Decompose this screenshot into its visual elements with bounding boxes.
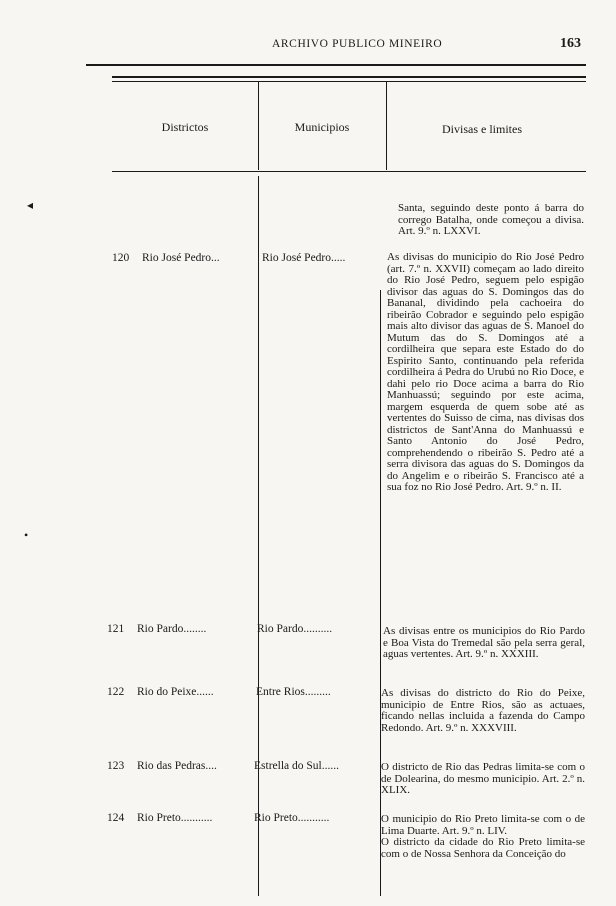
table-row-121-limits [383,626,585,661]
table-row-120-municipality: Rio José Pedro..... [262,252,346,264]
table-row-122-district [107,686,257,698]
district-name: Rio das Pedras.... [137,760,217,772]
limits-paragraph: O districto da cidade do Rio Preto limita-se com o de Nossa Senhora da Conceição do [381,836,585,860]
limits-paragraph: As divisas entre os municipios do Rio Pardo e Boa Vista do Tremedal são pela serra geral, aguas vertentes. Art. 9.º n. XXXIII. [383,625,585,660]
running-head [0,36,616,56]
column-heading-limits: Divisas e limites [442,122,522,136]
margin-mark-dot: • [24,528,29,542]
margin-mark-arrow: ◂ [27,198,34,212]
header-rule [86,64,586,66]
column-separator-body-1 [258,176,259,896]
entry-number: 120 [112,252,130,264]
entry-number: 123 [107,760,125,772]
column-separator-head-1 [258,82,259,170]
column-separator-body-2 [380,290,381,896]
table-row-124-limits [381,814,585,860]
limits-paragraph: O municipio do Rio Preto limita-se com o de Lima Duarte. Art. 9.º n. LIV. [381,813,585,837]
table-row-120-district [112,252,258,264]
running-title: ARCHIVO PUBLICO MINEIRO [272,38,443,50]
header-bottom-rule [112,171,586,172]
table-row-121-municipality: Rio Pardo.......... [257,623,333,635]
district-name: Rio Pardo........ [137,623,207,635]
limits-paragraph: As divisas do districto do Rio do Peixe, municipio de Entre Rios, são as actuaes, ficando nellas incluida a fazenda do Campo Redondo. Art. 9.º n. XXXVIII. [381,687,585,734]
entry-number: 122 [107,686,125,698]
column-heading-districts: Districtos [161,120,209,134]
table-row-123-municipality: Estrella do Sul...... [254,760,339,772]
table-row-124-municipality: Rio Preto........... [254,812,330,824]
continuation-text [398,203,584,238]
table-row-122-municipality: Entre Rios......... [256,686,331,698]
district-name: Rio José Pedro... [142,252,220,264]
limits-paragraph: O districto de Rio das Pedras limita-se com o de Dolearina, do mesmo municipio. Art. 2.º n. XLIX. [381,761,585,796]
table-row-124-district [107,812,257,824]
continuation-paragraph: Santa, seguindo deste ponto á barra do corrego Batalha, onde começou a divisa. Art. 9.º n. LXXVI. [398,202,584,237]
limits-paragraph: As divisas do municipio do Rio José Pedro (art. 7.º n. XXVII) começam ao lado direito do Rio José Pedro, seguem pelo espigão divisor das aguas do S. Domingos das do Bananal, dividindo pela cachoeira do ribeirão Cobrador e seguindo pelo espigão mais alto divisor das aguas de S. Manoel do Mutum das do S. Domingos até a cordilheira que separa este Estado do do Espirito Santo, continuando pela referida cordilheira á Pedra do Urubú no Rio Doce, e dahi pelo rio Doce acima a barra do Rio Manhuassú; seguindo por este acima, margem esquerda de quem sobe até as vertentes do Suisso de cima, nas divisas dos districtos de Sant'Anna do Manhuassú e Santo Antonio do José Pedro, comprehendendo o ribeirão S. Pedro até a serra divisora das aguas do S. Domingos da do Angelim e o ribeirão S. Francisco até a sua foz no Rio José Pedro. Art. 9.º n. II. [387,251,584,493]
page-number: 163 [560,36,581,51]
table-top-rule-inner [112,81,586,82]
entry-number: 121 [107,623,125,635]
column-separator-head-2 [386,82,387,170]
district-name: Rio do Peixe...... [137,686,214,698]
table-row-120-limits [387,252,584,494]
district-name: Rio Preto........... [137,812,213,824]
table-row-121-district [107,623,257,635]
table-top-rule [112,76,586,78]
column-heading-municipalities: Municipios [294,120,350,134]
table-row-123-district [107,760,257,772]
table-row-122-limits [381,688,585,734]
entry-number: 124 [107,812,125,824]
table-row-123-limits [381,762,585,797]
